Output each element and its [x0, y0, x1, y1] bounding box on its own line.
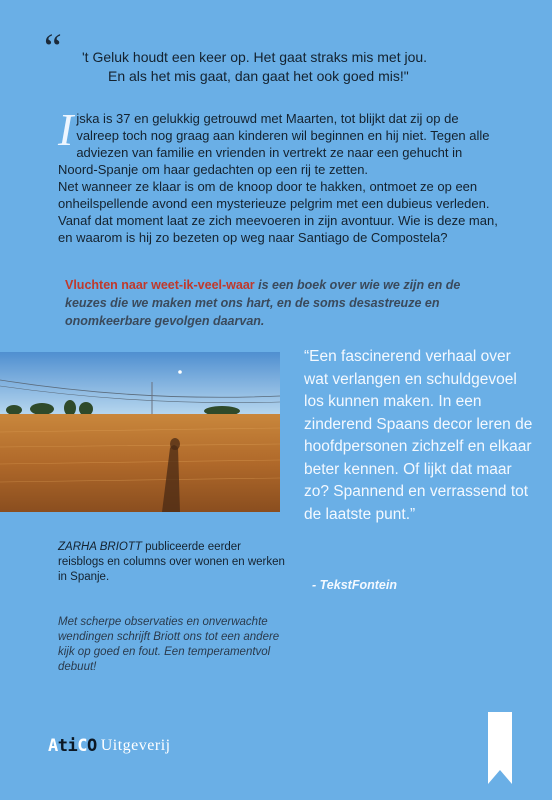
publisher-logo — [48, 732, 171, 760]
author-bio — [58, 540, 288, 585]
review-source: - TekstFontein — [312, 578, 397, 592]
author-name: ZARHA BRIOTT — [58, 541, 142, 553]
opening-quote-line-1: 't Geluk houdt een keer op. Het gaat straks mis met jou. — [82, 49, 428, 65]
atico-logo-mark — [48, 736, 97, 756]
drop-cap: I — [58, 104, 74, 155]
synopsis-paragraph-2: Net wanneer ze klaar is om de knoop door te hakken, ontmoet ze op een onheilspellende avond een mysterieuze pelgrim met een dubieus verleden. Vanaf dat moment laat ze zich meevoeren in zijn avontuur. Wie is deze man, en waarom is hij zo bezeten op weg naar Santiago de Compostela? — [58, 179, 498, 245]
tagline-text: is een boek over wie we zijn en de keuzes die we maken met ons hart, en de soms desastreuze en onomkeerbare gevolgen daarvan. — [65, 278, 461, 328]
logo-letters-ti: ti — [57, 736, 78, 756]
review-quote: “Een fascinerend verhaal over wat verlangen en schuldgevoel los kunnen maken. In een zinderend Spaans decor leren de hoofdpersonen zichzelf en elkaar beter kennen. Of lijkt dat maar zo? Spannend en verrassend tot de laatste punt.” — [304, 348, 533, 523]
praise-text: Met scherpe observaties en onverwachte wendingen schrijft Briott ons tot een andere kijk op goed en fout. Een temperamentvol debuut! — [58, 616, 280, 673]
logo-letter-o: O — [86, 736, 97, 756]
opening-quote — [82, 48, 502, 86]
bookmark-ribbon-icon — [486, 712, 514, 784]
author-bio-text: publiceerde eerder reisblogs en columns over wonen en werken in Spanje. — [58, 541, 285, 583]
wheat-field-image — [0, 352, 280, 512]
synopsis-paragraph-1: jska is 37 en gelukkig getrouwd met Maarten, tot blijkt dat zij op de valreep toch nog graag aan kinderen wil beginnen en hij niet. Tegen alle adviezen van familie en vrienden in vertrekt ze naar een gehucht in Noord-Spanje om haar gedachten op een rij te zetten. — [58, 111, 490, 177]
publisher-name: Uitgeverij — [100, 737, 171, 754]
quote-mark: “ — [44, 25, 62, 70]
opening-quote-line-2: En als het mis gaat, dan gaat het ook goed mis!" — [108, 68, 409, 84]
book-title: Vluchten naar weet-ik-veel-waar — [65, 278, 255, 292]
tagline — [65, 276, 495, 330]
wheat-field-photo — [0, 352, 280, 512]
synopsis — [58, 104, 498, 246]
logo-letter-c: C — [77, 736, 87, 756]
logo-letter-a: A — [48, 736, 58, 756]
